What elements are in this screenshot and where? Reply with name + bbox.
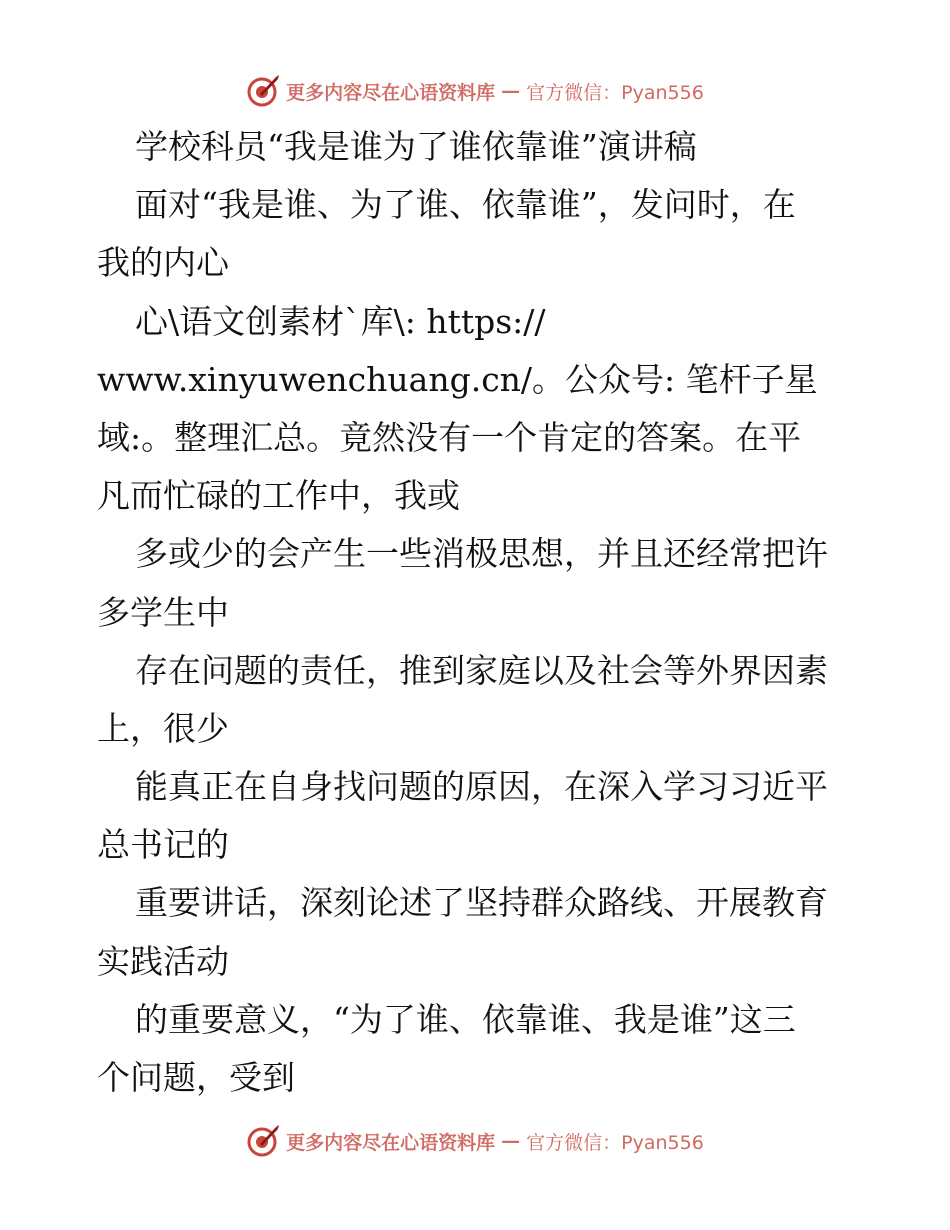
footer-banner [0, 1121, 950, 1161]
paragraph-line: 面对“我是谁、为了谁、依靠谁”，发问时，在 [135, 185, 796, 225]
paragraph-line: 凡而忙碌的工作中，我或 [97, 476, 460, 516]
document-title: 学校科员“我是谁为了谁依靠谁”演讲稿 [135, 127, 697, 166]
paragraph-line: 的重要意义，“为了谁、依靠谁、我是谁”这三 [135, 999, 796, 1039]
header-wechat-text: 官方微信：Pyan556 [526, 81, 704, 104]
paragraph-line: 上，很少 [97, 708, 229, 748]
footer-brand-text: 更多内容尽在心语资料库 [286, 1131, 496, 1154]
paragraph-line: www.xinyuwenchuang.cn/。公众号: 笔杆子星 [97, 359, 818, 399]
feather-pen-seal-icon [246, 1124, 280, 1158]
paragraph-line: 多或少的会产生一些消极思想，并且还经常把许 [135, 534, 828, 574]
paragraph-line: 我的内心 [97, 243, 229, 283]
paragraph-line: 域:。整理汇总。竟然没有一个肯定的答案。在平 [97, 417, 802, 457]
header-brand-text: 更多内容尽在心语资料库 [286, 81, 496, 104]
paragraph-line: 存在问题的责任，推到家庭以及社会等外界因素 [135, 650, 828, 690]
paragraph-line: 心\语文创素材`库\: https:// [135, 301, 546, 341]
paragraph-line: 实践活动 [97, 941, 229, 981]
feather-pen-seal-icon [246, 74, 280, 108]
paragraph-line: 总书记的 [97, 825, 229, 865]
document-body [97, 118, 857, 1107]
paragraph-line: 能真正在自身找问题的原因，在深入学习习近平 [135, 767, 828, 807]
paragraph-line: 个问题，受到 [97, 1058, 295, 1097]
paragraph-line: 重要讲话，深刻论述了坚持群众路线、开展教育 [135, 883, 828, 923]
header-dash: — [501, 80, 521, 102]
footer-wechat-text: 官方微信：Pyan556 [526, 1131, 704, 1154]
header-banner [0, 71, 950, 111]
footer-dash: — [501, 1130, 521, 1152]
paragraph-line: 多学生中 [97, 592, 229, 632]
